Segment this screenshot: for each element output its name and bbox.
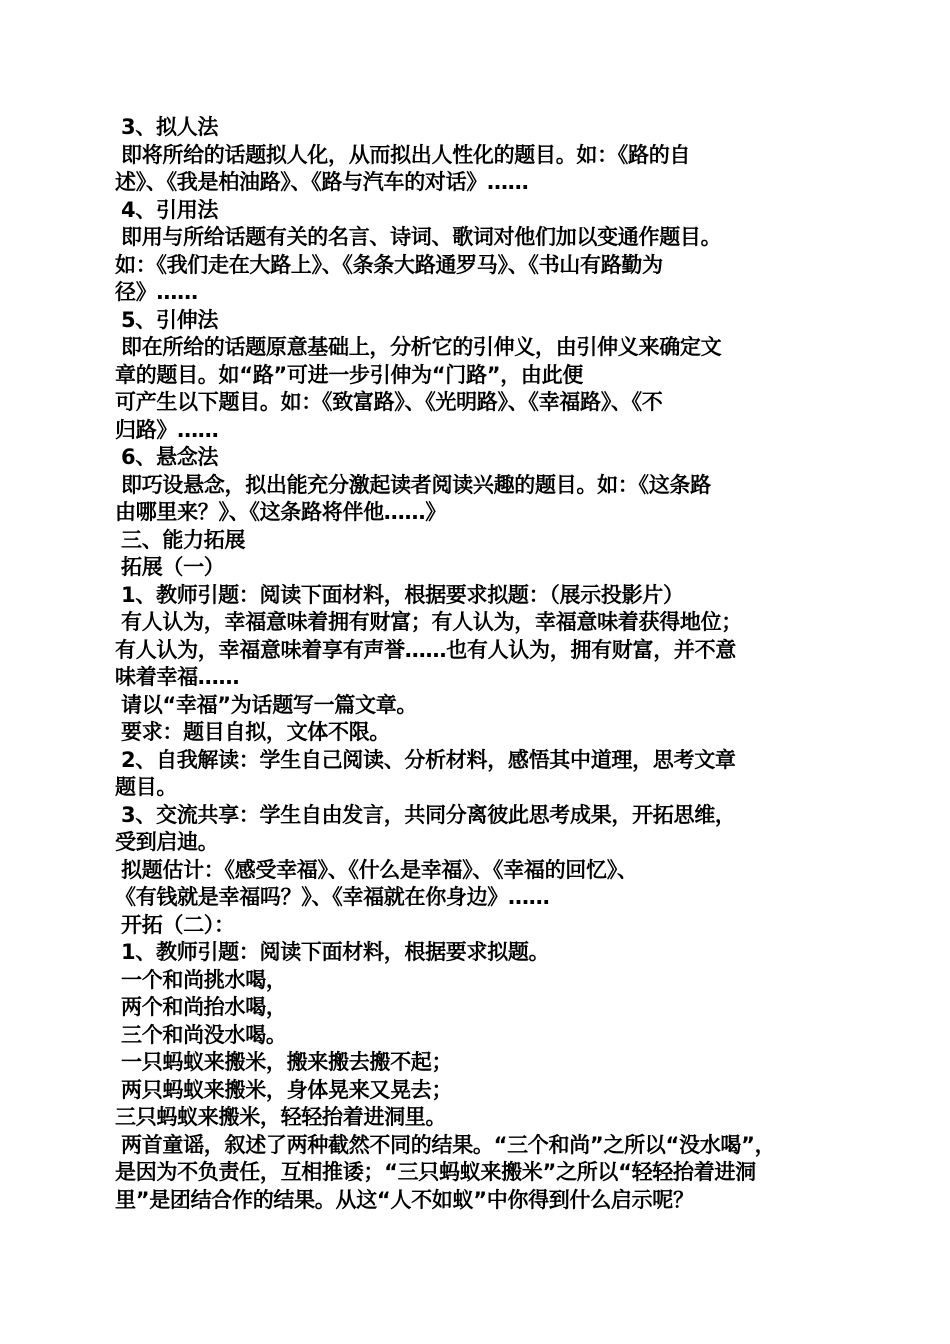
text-line: 开拓（二）： bbox=[121, 912, 235, 937]
text-line: 《有钱就是幸福吗？》、《幸福就在你身边》…… bbox=[115, 885, 550, 909]
text-line: 6、悬念法 bbox=[121, 445, 219, 469]
text-line: 要求：题目自拟，文体不限。 bbox=[121, 720, 391, 744]
text-line: 3、拟人法 bbox=[121, 115, 219, 139]
text-line: 如：《我们走在大路上》、《条条大路通罗马》、《书山有路勤为 bbox=[115, 252, 663, 277]
text-line: 里”是团结合作的结果。从这“人不如蚁”中你得到什么启示呢？ bbox=[115, 1187, 694, 1212]
text-line: 两只蚂蚁来搬米，身体晃来又晃去； bbox=[121, 1077, 453, 1102]
text-line: 1、教师引题：阅读下面材料，根据要求拟题。 bbox=[121, 940, 550, 964]
text-line: 三只蚂蚁来搬米，轻轻抬着进洞里。 bbox=[115, 1105, 447, 1129]
text-line: 即在所给的话题原意基础上，分析它的引伸义，由引伸义来确定文 bbox=[121, 335, 722, 359]
text-line: 题目。 bbox=[115, 775, 178, 799]
text-line: 三个和尚没水喝。 bbox=[121, 1022, 287, 1047]
text-line: 1、教师引题：阅读下面材料，根据要求拟题：（展示投影片） bbox=[121, 582, 684, 607]
document-body bbox=[115, 114, 845, 1214]
text-line: 2、自我解读：学生自己阅读、分析材料，感悟其中道理，思考文章 bbox=[121, 747, 736, 772]
text-line: 是因为不负责任，互相推诿；“三只蚂蚁来搬米”之所以“轻轻抬着进洞 bbox=[115, 1160, 756, 1184]
text-line: 由哪里来？》、《这条路将伴他……》 bbox=[115, 500, 446, 524]
text-line: 一个和尚挑水喝， bbox=[121, 967, 287, 992]
text-line: 拓展（一） bbox=[121, 555, 225, 579]
text-line: 可产生以下题目。如：《致富路》、《光明路》、《幸福路》、《不 bbox=[115, 390, 663, 414]
text-line: 有人认为，幸福意味着享有声誉……也有人认为，拥有财富，并不意 bbox=[115, 637, 736, 662]
text-line: 径》…… bbox=[115, 280, 198, 304]
text-line: 受到启迪。 bbox=[115, 830, 219, 854]
text-line: 三、能力拓展 bbox=[121, 527, 246, 552]
text-line: 拟题估计：《感受幸福》、《什么是幸福》、《幸福的回忆》、 bbox=[121, 857, 638, 882]
text-line: 两首童谣，叙述了两种截然不同的结果。“三个和尚”之所以“没水喝”， bbox=[121, 1132, 776, 1157]
text-line: 一只蚂蚁来搬米，搬来搬去搬不起； bbox=[121, 1050, 453, 1074]
text-line: 3、交流共享：学生自由发言，共同分离彼此思考成果，开拓思维， bbox=[121, 802, 736, 827]
text-line: 述》、《我是柏油路》、《路与汽车的对话》…… bbox=[115, 170, 529, 194]
text-line: 4、引用法 bbox=[121, 197, 219, 222]
text-line: 即用与所给话题有关的名言、诗词、歌词对他们加以变通作题目。 bbox=[121, 225, 722, 249]
text-line: 即将所给的话题拟人化，从而拟出人性化的题目。如：《路的自 bbox=[121, 142, 691, 167]
text-line: 章的题目。如“路”可进一步引伸为“门路”，由此便 bbox=[115, 362, 584, 387]
text-line: 归路》…… bbox=[115, 417, 219, 442]
text-line: 即巧设悬念，拟出能充分激起读者阅读兴趣的题目。如：《这条路 bbox=[121, 472, 711, 497]
text-line: 请以“幸福”为话题写一篇文章。 bbox=[121, 692, 418, 717]
text-line: 5、引伸法 bbox=[121, 307, 219, 332]
text-line: 有人认为，幸福意味着拥有财富；有人认为，幸福意味着获得地位； bbox=[121, 610, 742, 634]
text-line: 味着幸福…… bbox=[115, 665, 240, 689]
text-line: 两个和尚抬水喝， bbox=[121, 995, 287, 1019]
